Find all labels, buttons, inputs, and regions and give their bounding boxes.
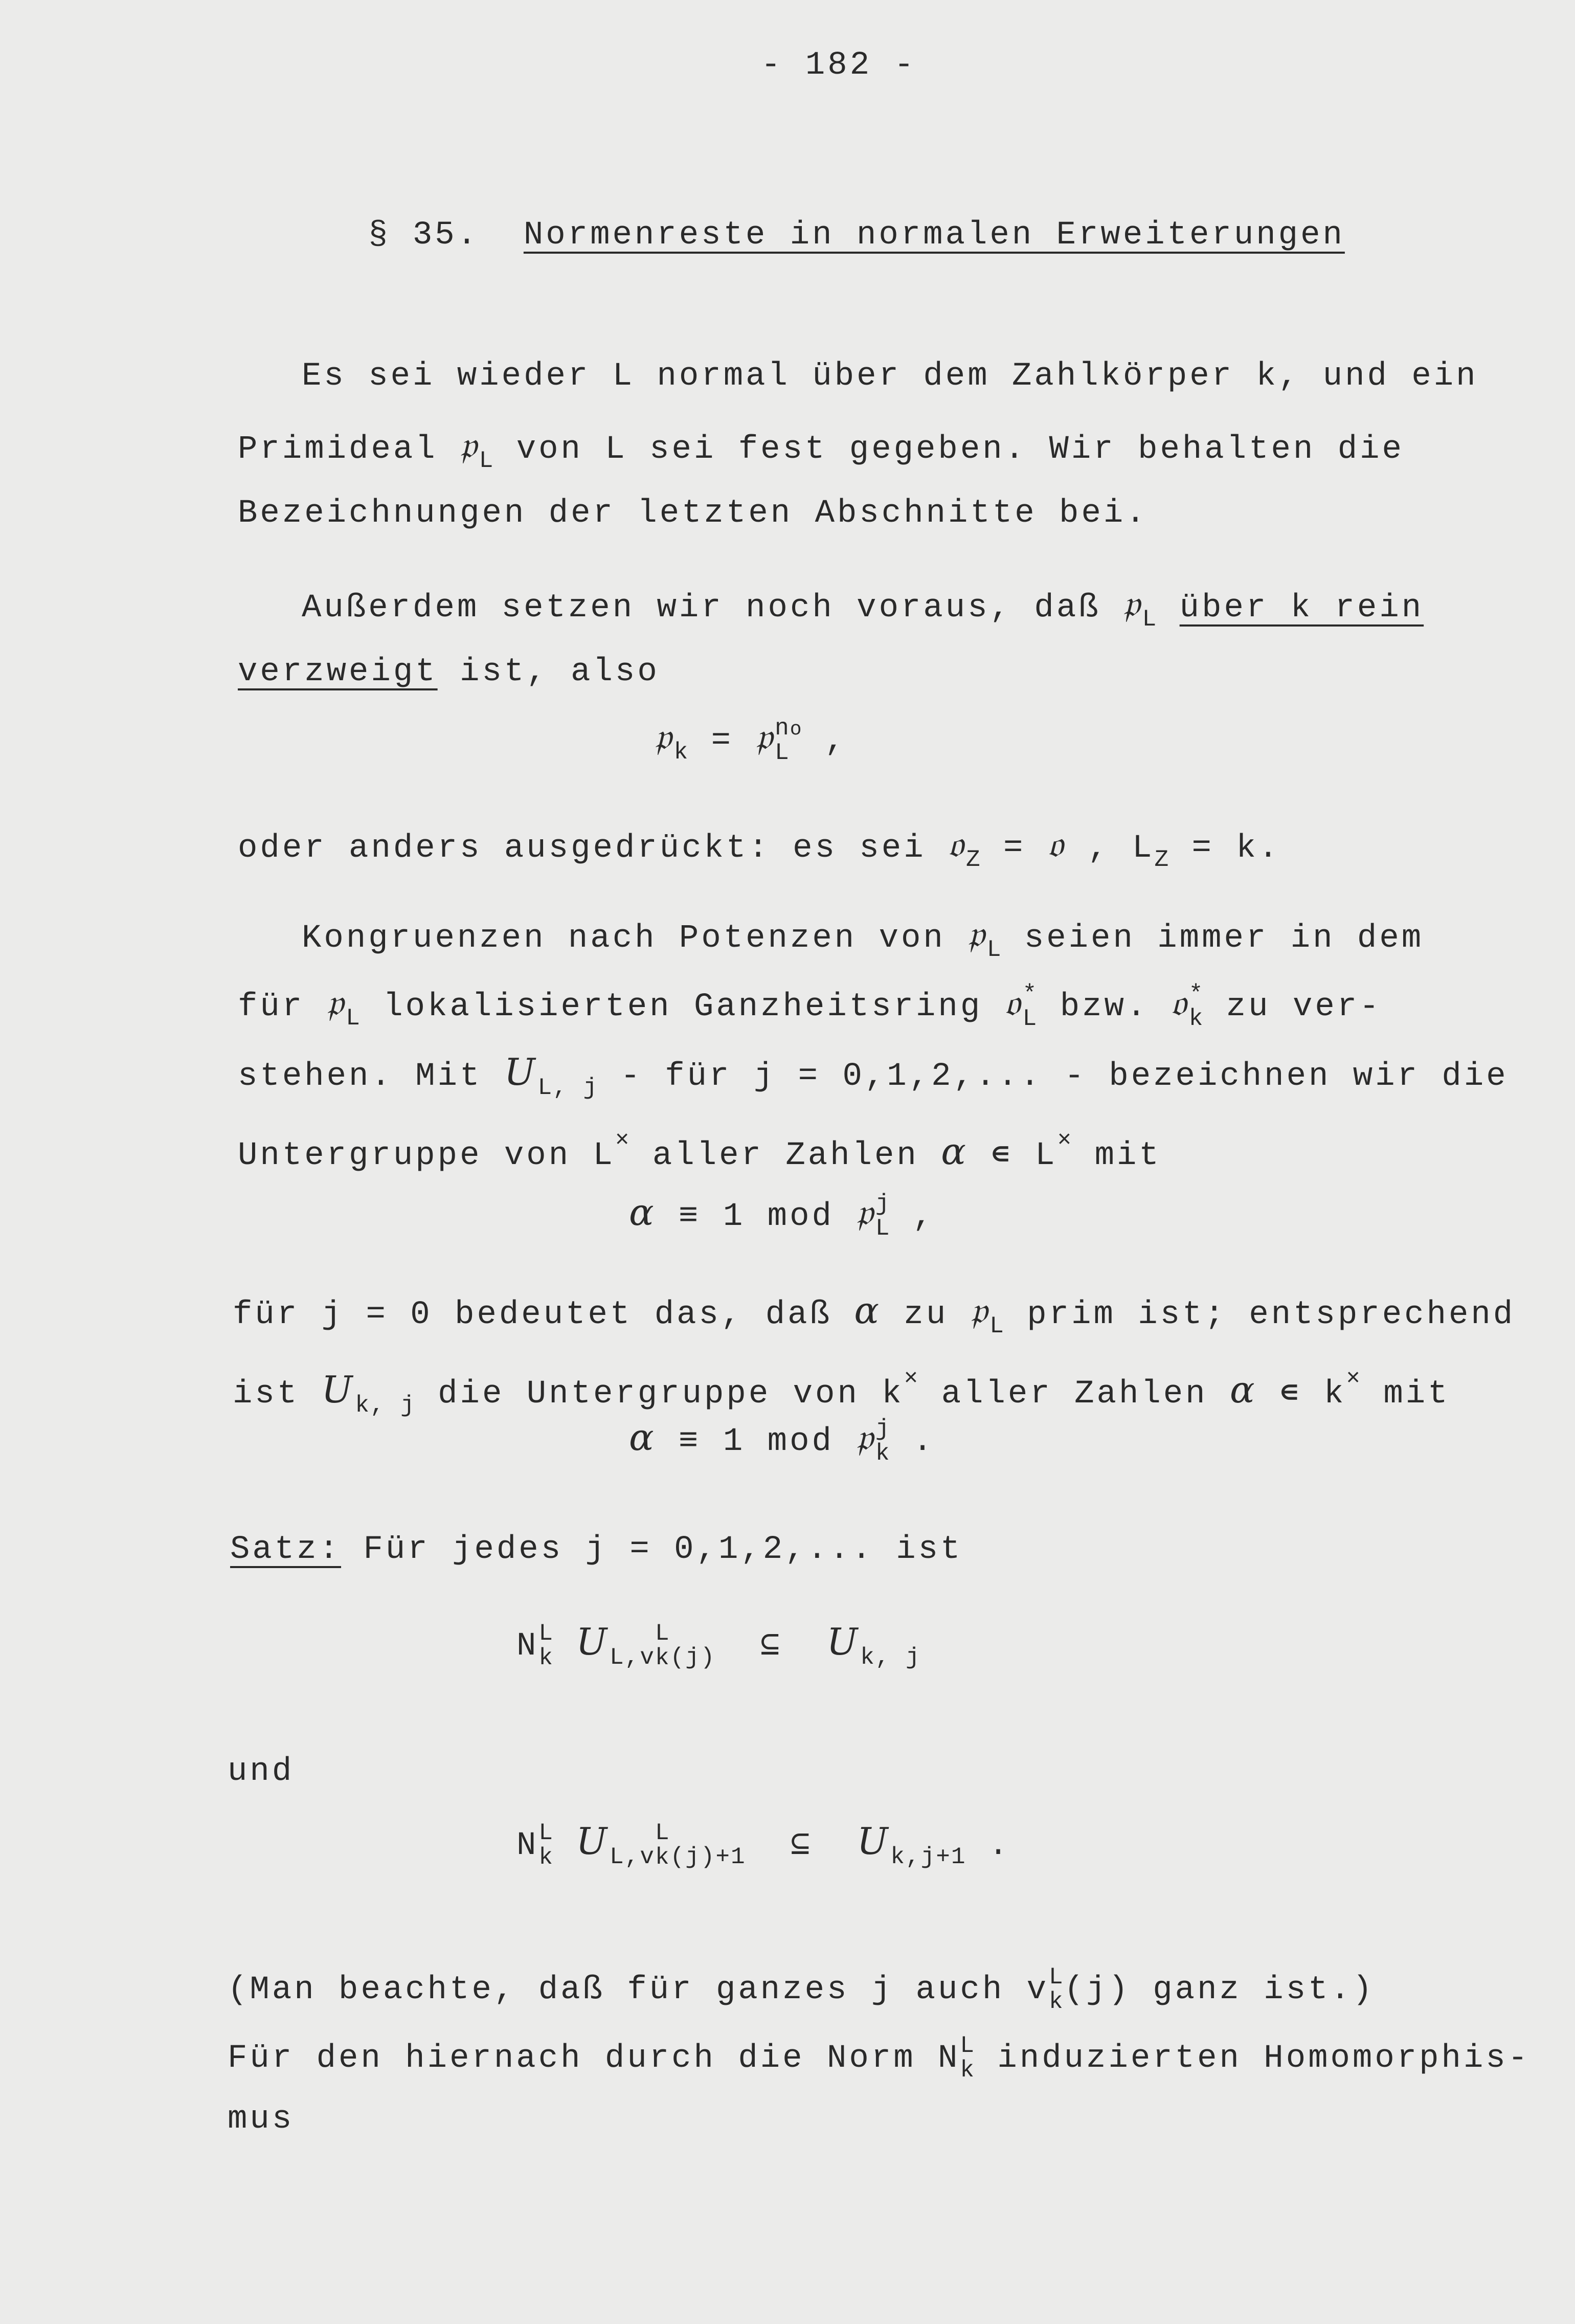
- p3-line1: Kongruenzen nach Potenzen von 𝔭$_L$ seien immer in dem: [302, 912, 1424, 963]
- section-title: Normenreste in normalen Erweiterungen: [523, 217, 1345, 254]
- satz-line: Satz: Für jedes j = 0,1,2,... ist: [230, 1531, 963, 1568]
- satz-label: Satz:: [230, 1531, 342, 1568]
- closing-line3: mus: [228, 2101, 295, 2138]
- satz-formula-1: N L k $U_{L,v}$ L k $_{(j)}$ ⊆ $U_{k, j}$: [516, 1620, 921, 1672]
- p3-line4: Untergruppe von L× aller Zahlen α ∊ L× mit: [238, 1127, 1161, 1174]
- page-number: - 182 -: [761, 47, 916, 84]
- p3-line6: ist $U_{k, j}$ die Untergruppe von k× aller Zahlen α ∊ k× mit: [233, 1366, 1450, 1419]
- unit-group-symbol: U: [321, 1368, 355, 1411]
- congruence-equation-2: α ≡ 1 mod 𝔭 j k .: [629, 1416, 935, 1467]
- prime-ideal-symbol: 𝔭: [460, 423, 479, 466]
- ring-symbol: 𝔬: [1171, 981, 1189, 1024]
- p1-line3: Bezeichnungen der letzten Abschnitte bei.: [238, 495, 1148, 532]
- p2-line2: verzweigt ist, also: [238, 654, 660, 690]
- section-heading: [368, 215, 1345, 256]
- congruence-equation-1: α ≡ 1 mod 𝔭 j L ,: [629, 1191, 935, 1242]
- p3-line3: stehen. Mit $U_{L, j}$ - für j = 0,1,2,... - bezeichnen wir die: [238, 1051, 1509, 1101]
- p1-line1: Es sei wieder L normal über dem Zahlkörper k, und ein: [302, 358, 1478, 395]
- p3-line5: für j = 0 bedeutet das, daß α zu 𝔭$_L$ prim ist; entsprechend: [233, 1289, 1516, 1339]
- p3-line2: für 𝔭$_L$ lokalisierten Ganzheitsring 𝔬 * L bzw. 𝔬 * k zu ver-: [238, 981, 1382, 1033]
- ring-symbol: 𝔬: [1004, 981, 1023, 1024]
- p1-line2: Primideal 𝔭$_L$ von L sei fest gegeben. Wir behalten die: [238, 423, 1404, 474]
- prime-ideal-symbol: 𝔭: [1123, 582, 1142, 625]
- closing-line1: (Man beachte, daß für ganzes j auch v L k (j) ganz ist.): [228, 1964, 1375, 2016]
- equation-ramification: 𝔭$_k$ = 𝔭 no L ,: [655, 715, 847, 767]
- unit-group-symbol: U: [504, 1051, 538, 1093]
- section-number: § 35.: [368, 217, 480, 254]
- und-line: und: [228, 1753, 295, 1790]
- p2-line3: oder anders ausgedrückt: es sei 𝔬$_Z$ = 𝔬 , $L_Z = k$.: [238, 822, 1281, 873]
- closing-line2: Für den hiernach durch die Norm N L k induzierten Homomorphis-: [228, 2032, 1531, 2084]
- satz-formula-2: N L k $U_{L,v}$ L k $_{(j)+1}$ ⊆ $U_{k,j+1}$ .: [516, 1820, 1011, 1871]
- p2-line1: Außerdem setzen wir noch voraus, daß 𝔭$_L$ über k rein: [302, 582, 1424, 633]
